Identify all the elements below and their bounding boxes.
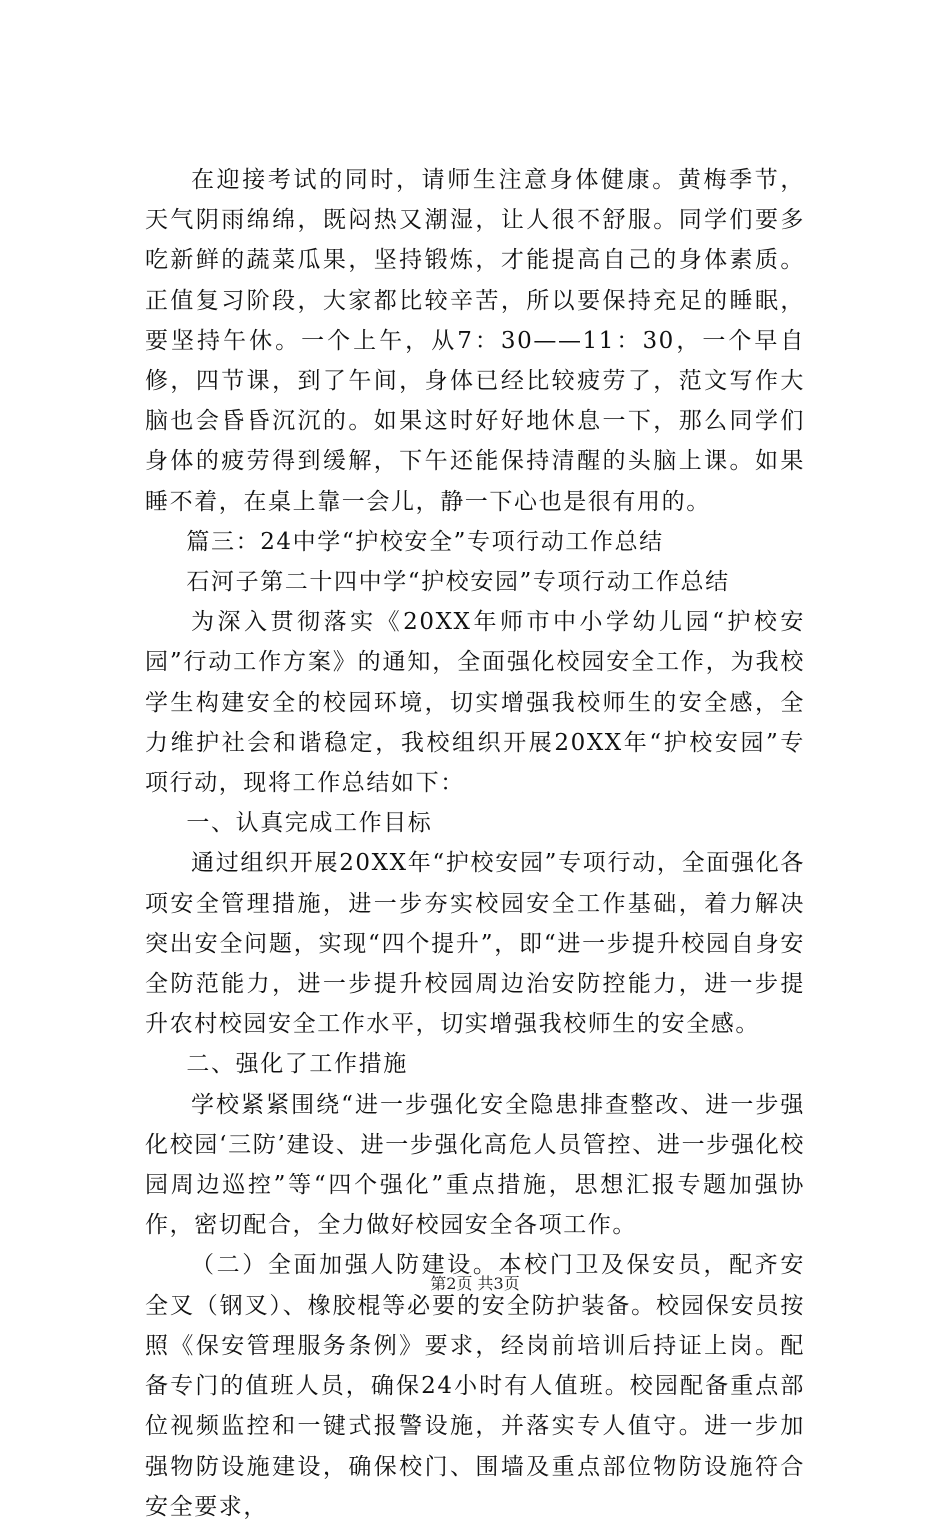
paragraph-health-advice: 在迎接考试的同时，请师生注意身体健康。黄梅季节，天气阴雨绵绵，既闷热又潮湿，让人很不舒服。同学们要多吃新鲜的蔬菜瓜果，坚持锻炼，才能提高自己的身体素质。正值复习阶段，大家都比较辛苦，所以要保持充足的睡眠，要坚持午休。一个上午，从7：30——11：30，一个早自修，四节课，到了午间，身体已经比较疲劳了，范文写作大脑也会昏昏沉沉的。如果这时好好地休息一下，那么同学们身体的疲劳得到缓解，下午还能保持清醒的头脑上课。如果睡不着，在桌上靠一会儿，静一下心也是很有用的。 (145, 167, 805, 515)
paragraph-work-goals: 通过组织开展20XX年“护校安园”专项行动，全面强化各项安全管理措施，进一步夯实校园安全工作基础，着力解决突出安全问题，实现“四个提升”，即“进一步提升校园自身安全防范能力，进一步提升校园周边治安防控能力，进一步提升农村校园安全工作水平，切实增强我校师生的安全感。 (145, 850, 805, 1038)
heading-work-goals: 一、认真完成工作目标 (186, 810, 433, 837)
paragraph-introduction: 为深入贯彻落实《20XX年师市中小学幼儿园“护校安园”行动工作方案》的通知，全面强化校园安全工作，为我校学生构建安全的校园环境，切实增强我校师生的安全感，全力维护社会和谐稳定，我校组织开展20XX年“护校安园”专项行动，现将工作总结如下： (145, 609, 805, 797)
paragraph-work-measures: 学校紧紧围绕“进一步强化安全隐患排查整改、进一步强化校园‘三防’建设、进一步强化高危人员管控、进一步强化校园周边巡控”等“四个强化”重点措施，思想汇报专题加强协作，密切配合，全力做好校园安全各项工作。 (145, 1091, 805, 1239)
heading-work-measures: 二、强化了工作措施 (186, 1051, 408, 1078)
section-title-part-three: 篇三：24中学“护校安全”专项行动工作总结 (186, 528, 664, 555)
report-title: 石河子第二十四中学“护校安园”专项行动工作总结 (186, 569, 730, 596)
document-body (145, 160, 805, 1527)
paragraph-personnel-defense: （二）全面加强人防建设。本校门卫及保安员，配齐安全叉（钢叉）、橡胶棍等必要的安全防护装备。校园保安员按照《保安管理服务条例》要求，经岗前培训后持证上岗。配备专门的值班人员，确保24小时有人值班。校园配备重点部位视频监控和一键式报警设施，并落实专人值守。进一步加强物防设施建设，确保校门、围墙及重点部位物防设施符合安全要求， (145, 1252, 805, 1520)
page-number-footer: 第2页 共3页 (430, 1274, 520, 1293)
